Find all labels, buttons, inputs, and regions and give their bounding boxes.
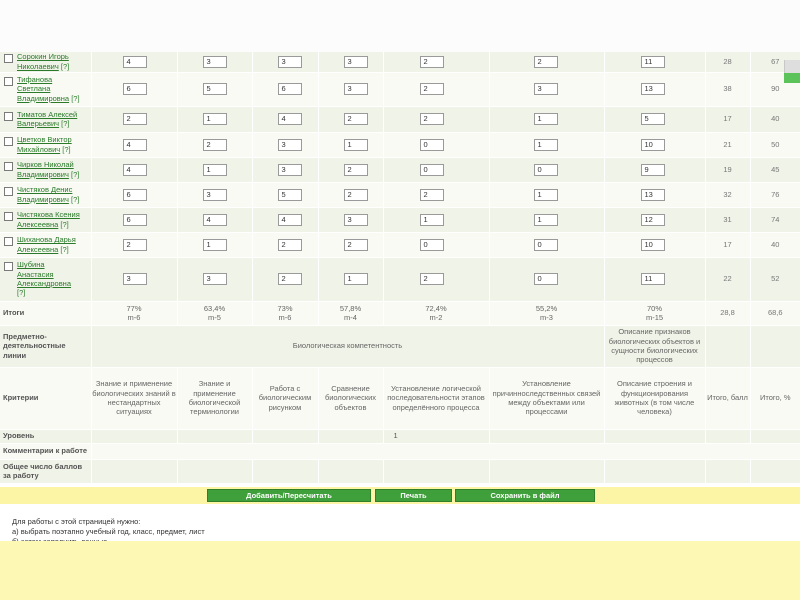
total-score: 17 — [705, 106, 750, 132]
totals-total: 28,8 — [705, 301, 750, 325]
score-input[interactable]: 3 — [344, 56, 368, 68]
totals-cell: 63,4% m-5 — [177, 301, 252, 325]
help-link[interactable]: [?] — [70, 194, 80, 204]
percent-score: 52 — [750, 257, 800, 301]
row-checkbox[interactable] — [4, 162, 13, 171]
row-checkbox[interactable] — [4, 237, 13, 246]
subject-lines-row — [0, 325, 800, 367]
score-input[interactable]: 5 — [278, 189, 302, 201]
percent-header: Итого, % — [750, 367, 800, 429]
score-input[interactable]: 4 — [123, 164, 147, 176]
totals-row — [0, 301, 800, 325]
help-link[interactable]: [?] — [71, 93, 80, 103]
score-input[interactable]: 5 — [641, 113, 665, 125]
save-to-file-button[interactable]: Сохранить в файл — [455, 489, 595, 502]
score-input[interactable]: 0 — [420, 239, 444, 251]
level-label: Уровень — [0, 429, 91, 443]
score-input[interactable]: 2 — [344, 113, 368, 125]
score-input[interactable]: 0 — [420, 164, 444, 176]
score-input[interactable]: 5 — [203, 83, 227, 95]
score-input[interactable]: 1 — [344, 273, 368, 285]
help-link[interactable]: [?] — [70, 169, 80, 179]
totals-label: Итоги — [0, 301, 91, 325]
score-input[interactable]: 2 — [420, 189, 444, 201]
totals-cell: 72,4% m-2 — [383, 301, 489, 325]
percent-score: 50 — [750, 132, 800, 157]
comments-row — [0, 443, 800, 459]
total-score: 32 — [705, 182, 750, 207]
student-link[interactable]: Чирков Николай Владимирович — [17, 160, 74, 179]
table-row — [0, 257, 800, 301]
student-link[interactable]: Тиматов Алексей Валерьевич — [17, 109, 78, 128]
score-input[interactable]: 2 — [420, 113, 444, 125]
score-input[interactable]: 3 — [203, 189, 227, 201]
student-link[interactable]: Чистяков Денис Владимирович — [17, 185, 73, 204]
results-table — [0, 52, 800, 483]
score-input[interactable]: 2 — [344, 164, 368, 176]
subject-lines-label: Предметно-деятельностные линии — [0, 325, 91, 367]
print-button[interactable]: Печать — [375, 489, 452, 502]
criterion: Знание и применение биологической терминологии — [177, 367, 252, 429]
student-link[interactable]: Шиханова Дарья Алексеевна — [17, 235, 76, 254]
score-input[interactable]: 3 — [534, 83, 558, 95]
help-link[interactable]: [?] — [61, 119, 70, 128]
score-input[interactable]: 0 — [534, 239, 558, 251]
score-input[interactable]: 2 — [420, 83, 444, 95]
help-link[interactable]: [?] — [17, 288, 26, 298]
score-input[interactable]: 3 — [123, 273, 147, 285]
score-input[interactable]: 2 — [344, 189, 368, 201]
score-input[interactable]: 2 — [278, 273, 302, 285]
score-input[interactable]: 3 — [203, 56, 227, 68]
score-input[interactable]: 13 — [641, 189, 665, 201]
score-input[interactable]: 4 — [278, 113, 302, 125]
comments-field[interactable] — [91, 443, 800, 459]
percent-score: 45 — [750, 157, 800, 182]
score-input[interactable]: 4 — [123, 56, 147, 68]
table-row — [0, 182, 800, 207]
table-row — [0, 52, 800, 72]
score-input[interactable]: 2 — [420, 273, 444, 285]
score-input[interactable]: 10 — [641, 139, 665, 151]
table-row — [0, 232, 800, 257]
percent-score: 67 — [750, 52, 800, 72]
score-input[interactable]: 6 — [123, 83, 147, 95]
row-checkbox[interactable] — [4, 137, 13, 146]
total-score: 22 — [705, 257, 750, 301]
button-bar — [0, 487, 800, 504]
student-link[interactable]: Шубина Анастасия Александровна — [17, 260, 71, 288]
score-input[interactable]: 3 — [344, 83, 368, 95]
score-input[interactable]: 1 — [534, 189, 558, 201]
biological-competence: Биологическая компетентность — [91, 325, 604, 367]
score-input[interactable]: 1 — [534, 113, 558, 125]
top-blank-area — [0, 0, 800, 52]
results-sheet — [0, 52, 800, 504]
score-input[interactable]: 12 — [641, 214, 665, 226]
score-input[interactable]: 3 — [203, 273, 227, 285]
score-input[interactable]: 2 — [344, 239, 368, 251]
level-row — [0, 429, 800, 443]
percent-score: 40 — [750, 232, 800, 257]
criterion: Установление логической последовательности этапов определённого процесса — [383, 367, 489, 429]
score-input[interactable]: 2 — [123, 239, 147, 251]
criterion: Работа с биологическим рисунком — [252, 367, 318, 429]
score-input[interactable]: 9 — [641, 164, 665, 176]
criterion: Установление причинноследственных связей между объектами или процессами — [489, 367, 604, 429]
bottom-band — [0, 541, 800, 600]
comments-label: Комментарии к работе — [0, 443, 91, 459]
table-row — [0, 207, 800, 232]
score-input[interactable]: 0 — [534, 273, 558, 285]
total-score: 31 — [705, 207, 750, 232]
row-checkbox[interactable] — [4, 187, 13, 196]
criteria-label: Критерии — [0, 367, 91, 429]
percent-score: 90 — [750, 72, 800, 106]
score-input[interactable]: 6 — [123, 214, 147, 226]
subject-description: Описание признаков биологических объектов и сущности биологических процессов — [604, 325, 705, 367]
score-input[interactable]: 3 — [278, 139, 302, 151]
student-link[interactable]: Чистякова Ксения Алексеевна — [17, 210, 80, 229]
score-input[interactable]: 13 — [641, 83, 665, 95]
student-link[interactable]: Цветков Виктор Михайлович — [17, 135, 72, 154]
student-link[interactable]: Тифанова Светлана Владимировна — [17, 74, 70, 103]
totals-percent: 68,6 — [750, 301, 800, 325]
percent-score: 74 — [750, 207, 800, 232]
score-input[interactable]: 1 — [534, 214, 558, 226]
level-value: 1 — [383, 429, 489, 443]
score-input[interactable]: 0 — [420, 139, 444, 151]
row-checkbox[interactable] — [4, 77, 13, 86]
score-input[interactable]: 3 — [344, 214, 368, 226]
score-input[interactable]: 2 — [420, 56, 444, 68]
table-row — [0, 72, 800, 106]
criteria-row — [0, 367, 800, 429]
score-input[interactable]: 0 — [534, 164, 558, 176]
add-recalculate-button[interactable]: Добавить/Пересчитать — [207, 489, 371, 502]
criterion: Описание строения и функционирования животных (в том числе человека) — [604, 367, 705, 429]
score-input[interactable]: 2 — [278, 239, 302, 251]
student-link[interactable]: Сорокин Игорь Николаевич — [17, 52, 69, 71]
total-score: 28 — [705, 52, 750, 72]
totals-cell: 57,8% m-4 — [318, 301, 383, 325]
row-checkbox[interactable] — [4, 212, 13, 221]
score-input[interactable]: 11 — [641, 56, 665, 68]
score-input[interactable]: 2 — [203, 139, 227, 151]
percent-score: 40 — [750, 106, 800, 132]
overall-row — [0, 459, 800, 483]
score-input[interactable]: 3 — [278, 56, 302, 68]
totals-cell: 70% m-15 — [604, 301, 705, 325]
table-row — [0, 132, 800, 157]
criterion: Сравнение биологических объектов — [318, 367, 383, 429]
criterion: Знание и применение биологических знаний в нестандартных ситуациях — [91, 367, 177, 429]
table-row — [0, 106, 800, 132]
score-input[interactable]: 1 — [344, 139, 368, 151]
help-line: Для работы с этой страницей нужно: — [12, 517, 141, 526]
help-link[interactable]: [?] — [60, 219, 69, 229]
score-input[interactable]: 3 — [278, 164, 302, 176]
total-score: 38 — [705, 72, 750, 106]
score-input[interactable]: 1 — [203, 113, 227, 125]
total-score: 17 — [705, 232, 750, 257]
total-score: 21 — [705, 132, 750, 157]
score-input[interactable]: 2 — [534, 56, 558, 68]
score-input[interactable]: 1 — [420, 214, 444, 226]
totals-cell: 77% m-6 — [91, 301, 177, 325]
score-input[interactable]: 1 — [203, 164, 227, 176]
percent-score: 76 — [750, 182, 800, 207]
score-input[interactable]: 1 — [534, 139, 558, 151]
totals-cell: 55,2% m-3 — [489, 301, 604, 325]
score-input[interactable]: 2 — [123, 113, 147, 125]
score-input[interactable]: 4 — [123, 139, 147, 151]
score-input[interactable]: 1 — [203, 239, 227, 251]
total-header: Итого, балл — [705, 367, 750, 429]
row-checkbox[interactable] — [4, 54, 13, 63]
row-checkbox[interactable] — [4, 262, 13, 271]
score-input[interactable]: 6 — [123, 189, 147, 201]
score-input[interactable]: 11 — [641, 273, 665, 285]
row-checkbox[interactable] — [4, 112, 13, 121]
overall-label: Общее число баллов за работу — [0, 459, 91, 483]
score-input[interactable]: 4 — [278, 214, 302, 226]
score-input[interactable]: 4 — [203, 214, 227, 226]
table-row — [0, 157, 800, 182]
score-input[interactable]: 6 — [278, 83, 302, 95]
help-link[interactable]: [?] — [60, 244, 69, 254]
help-line: а) выбрать поэтапно учебный год, класс, предмет, лист — [12, 527, 205, 536]
help-link[interactable]: [?] — [60, 61, 70, 71]
help-link[interactable]: [?] — [62, 144, 71, 154]
totals-cell: 73% m-6 — [252, 301, 318, 325]
total-score: 19 — [705, 157, 750, 182]
scrollbar-thumb[interactable] — [784, 73, 800, 83]
score-input[interactable]: 10 — [641, 239, 665, 251]
